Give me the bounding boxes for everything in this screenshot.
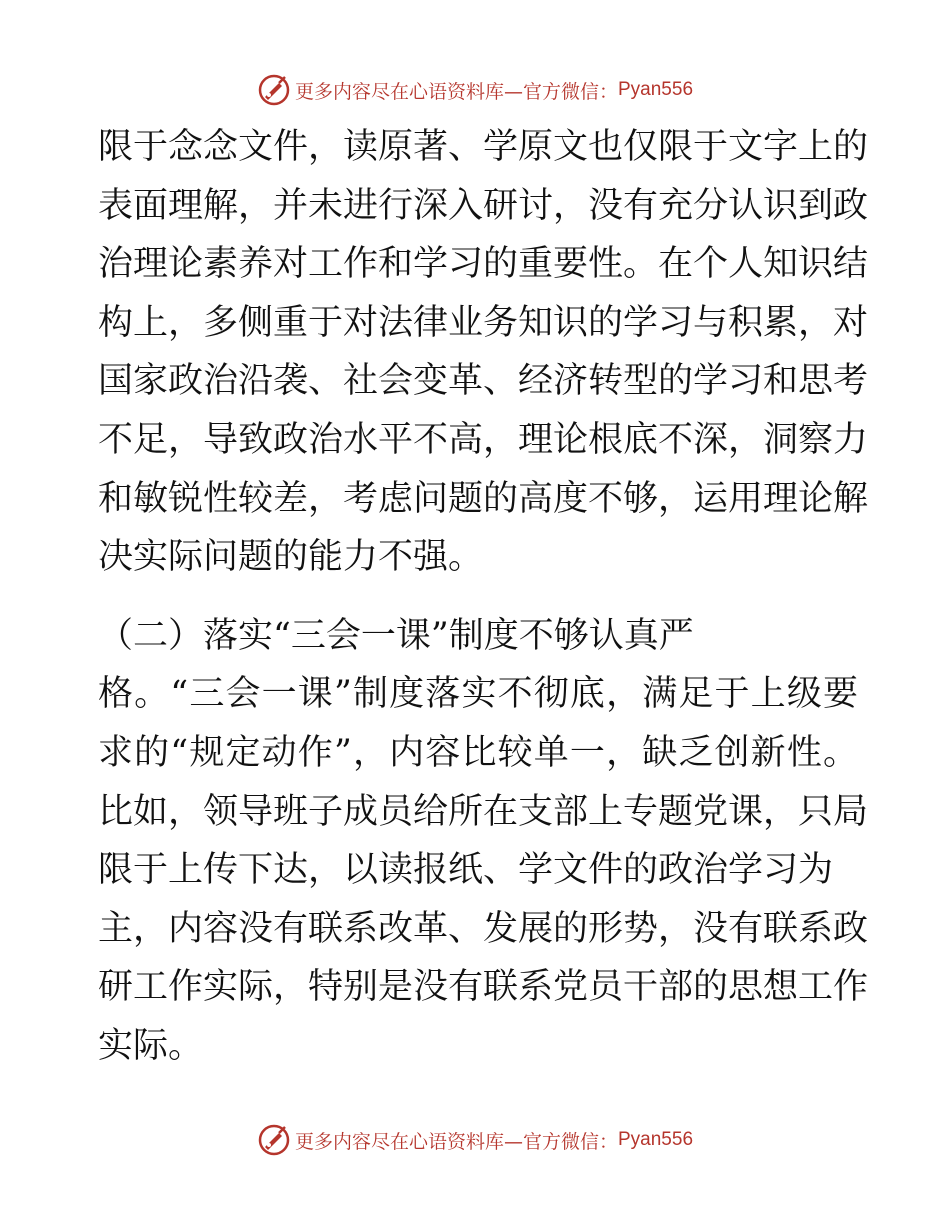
text-line: 实际。 bbox=[98, 1025, 204, 1066]
paragraph-2 bbox=[98, 665, 869, 1075]
text-line: 限于念念文件，读原著、学原文也仅限于文字上的 bbox=[98, 127, 869, 167]
banner-wechat-id: Pyan556 bbox=[618, 79, 694, 100]
text-line: 治理论素养对工作和学习的重要性。在个人知识结 bbox=[98, 244, 869, 285]
banner-wechat-label: 官方微信： bbox=[522, 1130, 618, 1153]
text-line: 格。“三会一课”制度落实不彻底，满足于上级要 bbox=[98, 674, 858, 715]
text-line: 求的“规定动作”，内容比较单一，缺乏创新性。 bbox=[98, 732, 858, 773]
text-line: 构上，多侧重于对法律业务知识的学习与积累，对 bbox=[98, 302, 869, 343]
banner-wechat-label: 官方微信： bbox=[522, 80, 618, 103]
section-heading-2: （二）落实“三会一课”制度不够认真严 bbox=[98, 615, 694, 656]
paragraph-1 bbox=[98, 118, 869, 587]
document-body bbox=[98, 118, 869, 1076]
banner-text: 更多内容尽在心语资料库— bbox=[294, 1130, 523, 1153]
header-banner bbox=[0, 72, 950, 108]
text-line: 主，内容没有联系改革、发展的形势，没有联系政 bbox=[98, 908, 869, 949]
text-line: 表面理解，并未进行深入研讨，没有充分认识到政 bbox=[98, 185, 869, 226]
pen-logo-icon bbox=[257, 73, 291, 107]
footer-banner bbox=[0, 1122, 950, 1158]
text-line: 限于上传下达，以读报纸、学文件的政治学习为 bbox=[98, 850, 834, 891]
banner-text: 更多内容尽在心语资料库— bbox=[294, 80, 523, 103]
text-line: 比如，领导班子成员给所在支部上专题党课，只局 bbox=[98, 791, 869, 832]
text-line: 决实际问题的能力不强。 bbox=[98, 537, 484, 578]
text-line: 不足，导致政治水平不高，理论根底不深，洞察力 bbox=[98, 419, 869, 460]
text-line: 和敏锐性较差，考虑问题的高度不够，运用理论解 bbox=[98, 478, 869, 519]
pen-logo-icon bbox=[257, 1123, 291, 1157]
text-line: 国家政治沿袭、社会变革、经济转型的学习和思考 bbox=[98, 361, 869, 402]
text-line: 研工作实际，特别是没有联系党员干部的思想工作 bbox=[98, 967, 869, 1008]
banner-wechat-id: Pyan556 bbox=[618, 1129, 694, 1150]
